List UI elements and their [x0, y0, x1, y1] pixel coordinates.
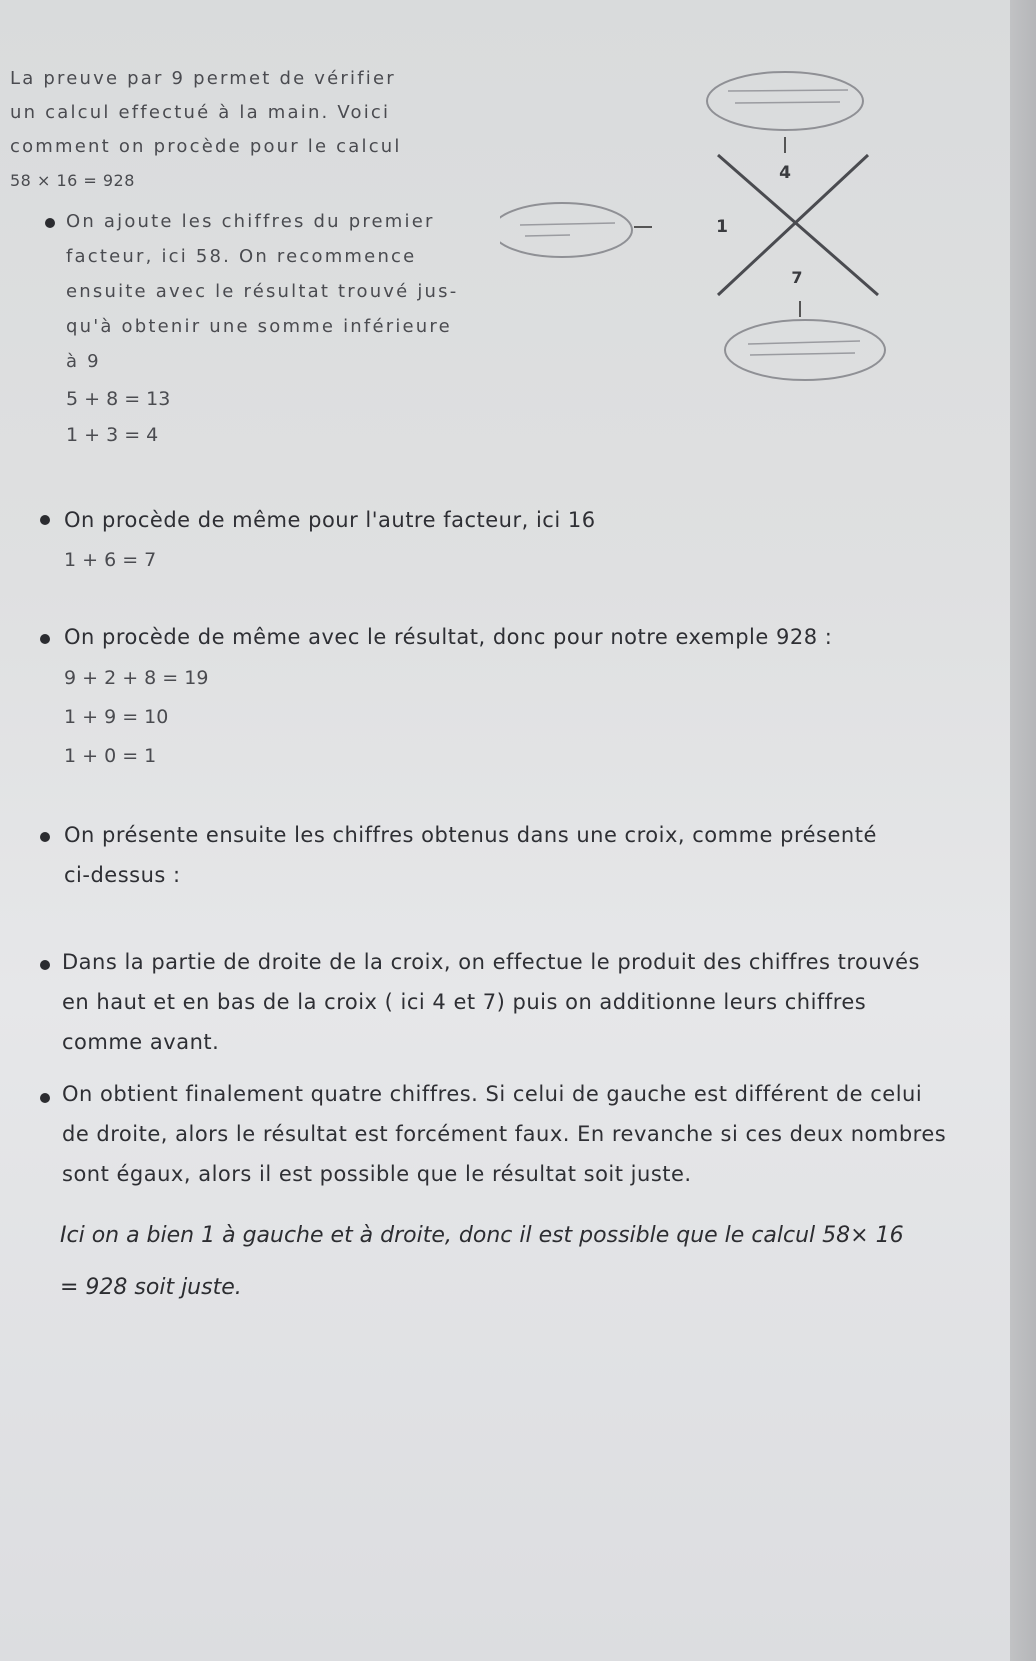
conclusion-line: = 928 soit juste. — [60, 1275, 242, 1300]
step-5 — [62, 942, 1002, 1062]
ellipse-scribble — [520, 223, 615, 225]
step-3-calc: 1 + 9 = 10 — [64, 706, 169, 728]
ellipse-scribble — [728, 90, 848, 91]
intro-paragraph — [10, 62, 465, 198]
step-1-calc: 5 + 8 = 13 — [66, 388, 171, 410]
step-1-line: ensuite avec le résultat trouvé jus- — [66, 281, 459, 302]
bullet-point — [40, 515, 50, 525]
ellipse-scribble — [525, 235, 570, 236]
bullet-point — [40, 832, 50, 842]
step-6 — [62, 1074, 1002, 1194]
step-3 — [64, 617, 1004, 776]
step-1 — [66, 204, 466, 453]
step-3-calc: 1 + 0 = 1 — [64, 745, 157, 767]
step-6-line: On obtient finalement quatre chiffres. Si celui de gauche est différent de celui — [62, 1082, 923, 1106]
intro-line: comment on procède pour le calcul — [10, 136, 402, 157]
step-1-line: facteur, ici 58. On recommence — [66, 246, 417, 267]
bullet-point — [40, 960, 50, 970]
cross-top-value: 4 — [779, 163, 791, 183]
step-4 — [64, 815, 1004, 895]
step-3-calc: 9 + 2 + 8 = 19 — [64, 667, 209, 689]
cross-diagram — [500, 55, 900, 395]
step-1-line: à 9 — [66, 351, 101, 372]
ellipse-scribble — [735, 102, 840, 103]
step-4-line: On présente ensuite les chiffres obtenus dans une croix, comme présenté — [64, 823, 877, 847]
intro-line: La preuve par 9 permet de vérifier — [10, 68, 396, 89]
step-2-calc: 1 + 6 = 7 — [64, 549, 157, 571]
step-1-line: On ajoute les chiffres du premier — [66, 211, 435, 232]
step-5-line: comme avant. — [62, 1030, 220, 1054]
ellipse-scribble — [748, 341, 860, 344]
page-shadow — [1010, 0, 1036, 1661]
step-6-line: de droite, alors le résultat est forcément faux. En revanche si ces deux nombres — [62, 1122, 947, 1146]
ellipse-scribble — [750, 353, 855, 355]
step-5-line: en haut et en bas de la croix ( ici 4 et 7) puis on additionne leurs chiffres — [62, 990, 867, 1014]
step-2-text: On procède de même pour l'autre facteur, ici 16 — [64, 508, 596, 532]
bullet-point — [40, 1093, 50, 1103]
conclusion-line: Ici on a bien 1 à gauche et à droite, donc il est possible que le calcul 58× 16 — [60, 1223, 904, 1248]
step-5-line: Dans la partie de droite de la croix, on effectue le produit des chiffres trouvés — [62, 950, 920, 974]
bottom-ellipse — [725, 320, 885, 380]
step-1-calc: 1 + 3 = 4 — [66, 424, 159, 446]
conclusion — [60, 1210, 1010, 1314]
top-ellipse — [707, 72, 863, 130]
left-ellipse — [500, 203, 632, 257]
step-1-line: qu'à obtenir une somme inférieure — [66, 316, 452, 337]
step-3-text: On procède de même avec le résultat, donc pour notre exemple 928 : — [64, 625, 833, 649]
bullet-point — [45, 218, 55, 228]
intro-line: un calcul effectué à la main. Voici — [10, 102, 391, 123]
cross-left-value: 1 — [716, 217, 728, 237]
bullet-point — [40, 634, 50, 644]
intro-equation: 58 × 16 = 928 — [10, 171, 135, 190]
cross-bottom-value: 7 — [791, 268, 803, 287]
step-2 — [64, 500, 1004, 578]
step-4-line: ci-dessus : — [64, 863, 181, 887]
step-6-line: sont égaux, alors il est possible que le résultat soit juste. — [62, 1162, 692, 1186]
